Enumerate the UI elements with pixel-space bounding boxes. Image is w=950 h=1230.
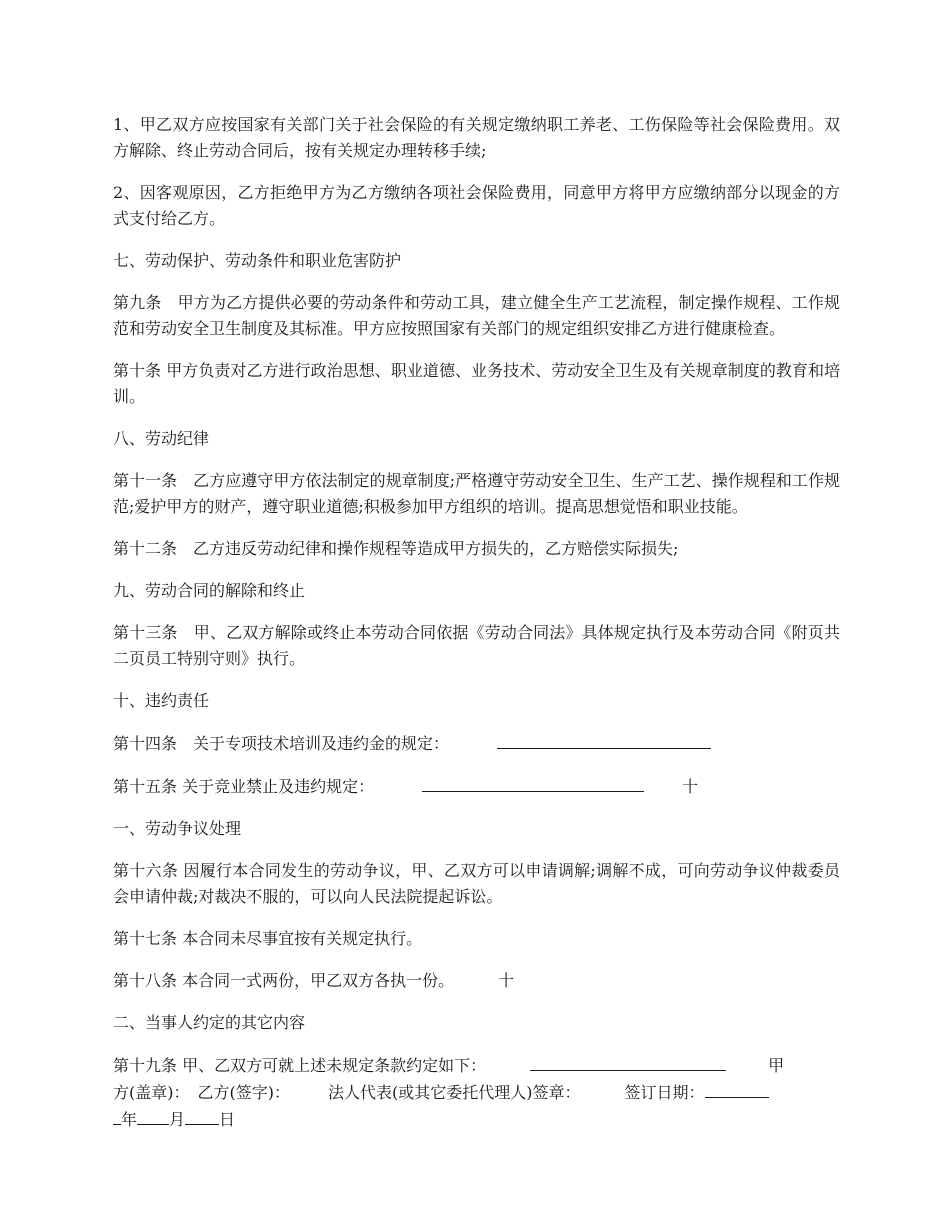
section-heading-7: 七、劳动保护、劳动条件和职业危害防护 [113, 251, 402, 270]
article-19-blank[interactable] [530, 1052, 726, 1071]
article-19-text: 第十九条 甲、乙双方可就上述未规定条款约定如下： [113, 1056, 487, 1075]
article-11: 第十一条 乙方应遵守甲方依法制定的规章制度;严格遵守劳动安全卫生、生产工艺、操作规程和工作规范;爱护甲方的财产，遵守职业道德;积极参加甲方组织的培训。提高思想觉悟和职业技能。 [113, 471, 840, 516]
article-15-text: 第十五条 关于竞业禁止及违约规定： [113, 777, 375, 796]
month-label: 月 [169, 1110, 186, 1129]
article-19-signature-block [113, 1052, 840, 1133]
party-a-prefix: 甲 [768, 1056, 785, 1075]
article-17: 第十七条 本合同未尽事宜按有关规定执行。 [113, 929, 423, 948]
contract-page [113, 112, 840, 1149]
article-15-blank[interactable] [422, 773, 644, 792]
section-heading-11: 一、劳动争议处理 [113, 819, 242, 838]
year-label: 年 [121, 1110, 138, 1129]
section-heading-12: 二、当事人约定的其它内容 [113, 1013, 306, 1032]
article-12: 第十二条 乙方违反劳动纪律和操作规程等造成甲方损失的，乙方赔偿实际损失; [113, 539, 679, 558]
section-heading-8: 八、劳动纪律 [113, 429, 210, 448]
section-heading-10: 十、违约责任 [113, 691, 210, 710]
article-16: 第十六条 因履行本合同发生的劳动争议，甲、乙双方可以申请调解;调解不成，可向劳动争议仲裁委员会申请仲裁;对裁决不服的，可以向人民法院提起诉讼。 [113, 861, 840, 906]
clause-insurance-2: 2、因客观原因，乙方拒绝甲方为乙方缴纳各项社会保险费用，同意甲方将甲方应缴纳部分以现金的方式支付给乙方。 [113, 183, 840, 228]
article-10: 第十条 甲方负责对乙方进行政治思想、职业道德、业务技术、劳动安全卫生及有关规章制度的教育和培训。 [113, 361, 840, 406]
article-14-text: 第十四条 关于专项技术培训及违约金的规定： [113, 734, 450, 753]
section-heading-9: 九、劳动合同的解除和终止 [113, 581, 306, 600]
article-18-tail: 十 [498, 971, 515, 990]
article-18 [113, 968, 840, 994]
day-label: 日 [219, 1110, 236, 1129]
month-blank[interactable] [137, 1106, 169, 1125]
signing-date-label: 签订日期： [624, 1083, 705, 1102]
clause-insurance-1: 1、甲乙双方应按国家有关部门关于社会保险的有关规定缴纳职工养老、工伤保险等社会保险费用。双方解除、终止劳动合同后，按有关规定办理转移手续; [113, 115, 840, 160]
article-15-tail: 十 [682, 777, 699, 796]
day-blank[interactable] [185, 1106, 219, 1125]
party-b-sign-label: 乙方(签字)： [197, 1083, 290, 1102]
article-13: 第十三条 甲、乙双方解除或终止本劳动合同依据《劳动合同法》具体规定执行及本劳动合同《附页共二页员工特别守则》执行。 [113, 623, 840, 668]
article-14 [113, 730, 840, 757]
year-blank[interactable] [113, 1106, 121, 1125]
article-14-blank[interactable] [497, 730, 711, 749]
signing-date-blank[interactable] [705, 1079, 769, 1098]
article-9: 第九条 甲方为乙方提供必要的劳动条件和劳动工具，建立健全生产工艺流程，制定操作规程、工作规范和劳动安全卫生制度及其标准。甲方应按照国家有关部门的规定组织安排乙方进行健康检查。 [113, 293, 840, 338]
party-a-seal-label: 方(盖章)： [113, 1083, 190, 1102]
article-18-text: 第十八条 本合同一式两份，甲乙双方各执一份。 [113, 971, 455, 990]
article-15 [113, 773, 840, 800]
legal-rep-sign-label: 法人代表(或其它委托代理人)签章： [328, 1083, 581, 1102]
